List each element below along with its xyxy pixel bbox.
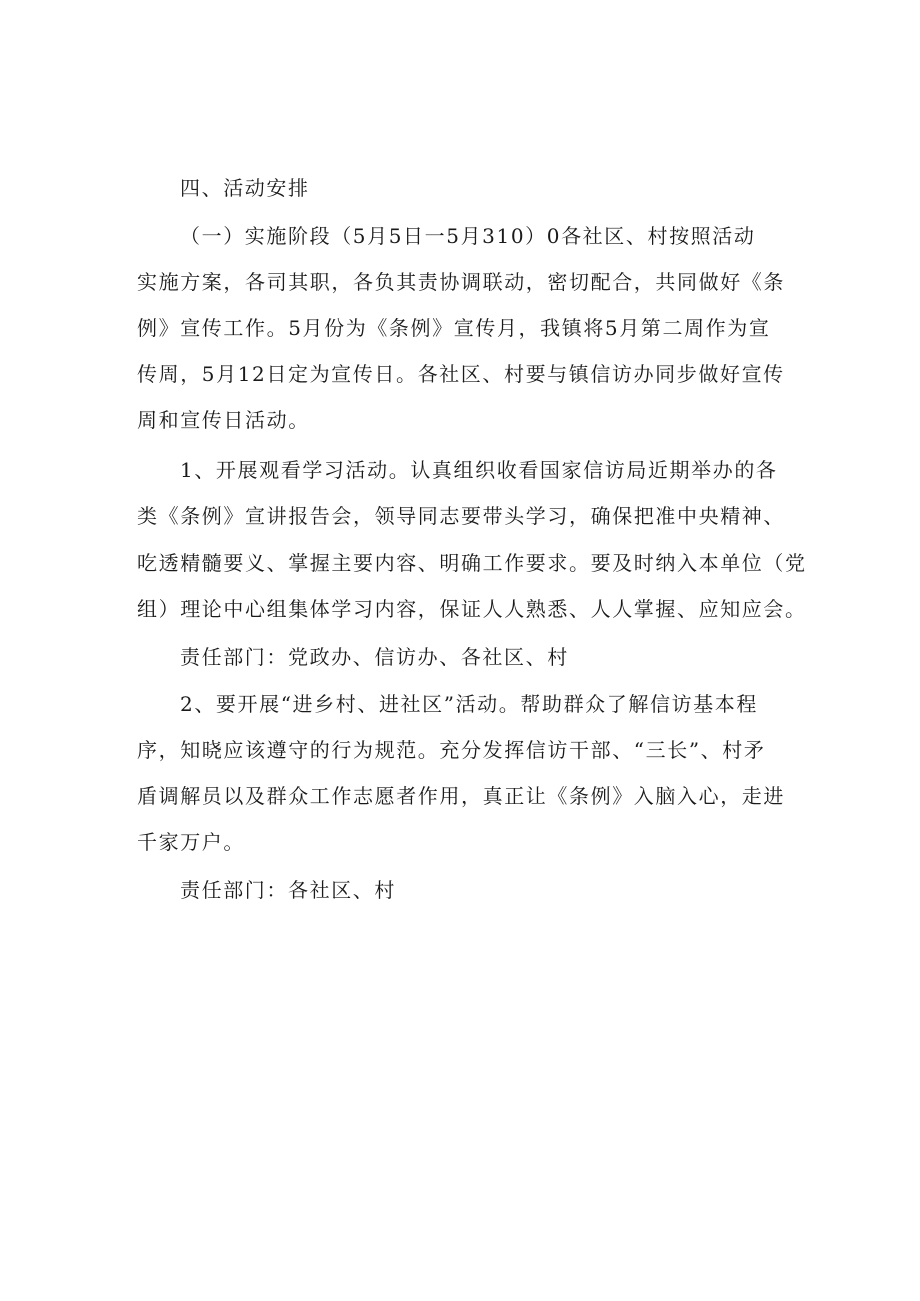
paragraph-line: 盾调解员以及群众工作志愿者作用，真正让《条例》入脑入心，走进 (137, 784, 785, 808)
responsible-department: 责任部门：各社区、村 (180, 878, 396, 902)
paragraph-line: 序，知晓应该遵守的行为规范。充分发挥信访干部、“三长”、村矛 (137, 738, 766, 762)
paragraph-line: 类《条例》宣讲报告会，领导同志要带头学习，确保把准中央精神、 (137, 504, 785, 528)
responsible-department: 责任部门：党政办、信访办、各社区、村 (180, 645, 569, 669)
paragraph-line: （一）实施阶段（5月5日一5月310）0各社区、村按照活动 (180, 224, 756, 248)
paragraph-line: 2、要开展“进乡村、进社区”活动。帮助群众了解信访基本程 (180, 692, 758, 716)
paragraph-line: 实施方案，各司其职，各负其责协调联动，密切配合，共同做好《条 (137, 270, 785, 294)
paragraph-line: 千家万户。 (137, 830, 245, 854)
paragraph-line: 1、开展观看学习活动。认真组织收看国家信访局近期举办的各 (180, 458, 778, 482)
section-heading: 四、活动安排 (180, 176, 310, 200)
paragraph-line: 吃透精髓要义、掌握主要内容、明确工作要求。要及时纳入本单位（党 (137, 551, 807, 575)
paragraph-line: 组）理论中心组集体学习内容，保证人人熟悉、人人掌握、应知应会。 (137, 597, 807, 621)
paragraph-line: 传周，5月12日定为宣传日。各社区、村要与镇信访办同步做好宣传 (137, 362, 785, 386)
paragraph-line: 周和宣传日活动。 (137, 408, 310, 432)
paragraph-line: 例》宣传工作。5月份为《条例》宣传月，我镇将5月第二周作为宣 (137, 316, 771, 340)
